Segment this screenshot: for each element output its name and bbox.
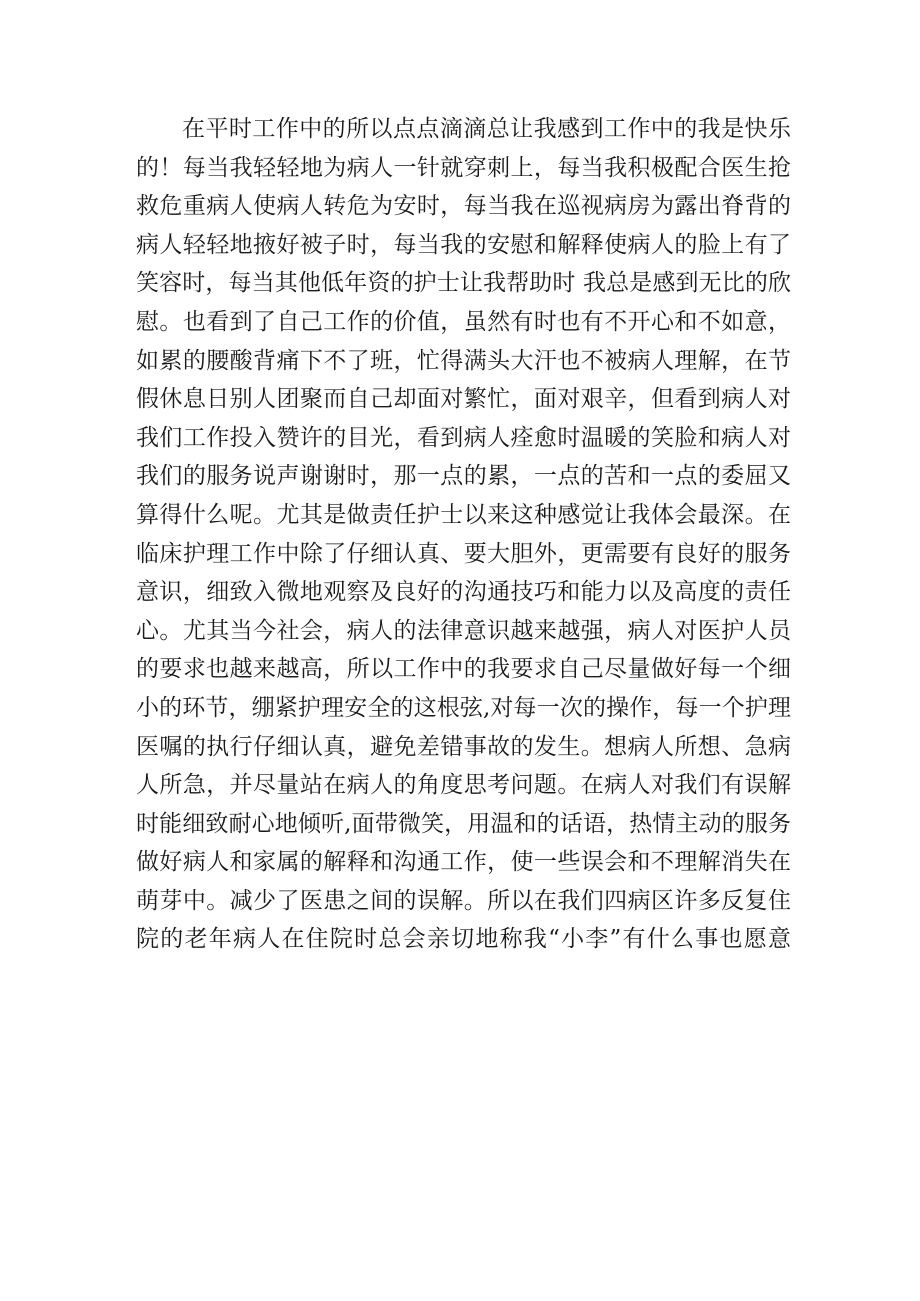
paragraph-line: 假休息日别人团聚而自己却面对繁忙，面对艰辛，但看到病人对 <box>136 386 791 413</box>
paragraph-line: 算得什么呢。尤其是做责任护士以来这种感觉让我体会最深。在 <box>136 501 791 528</box>
paragraph-line: 医嘱的执行仔细认真，避免差错事故的发生。想病人所想、急病 <box>136 733 791 760</box>
paragraph-line: 我们的服务说声谢谢时，那一点的累，一点的苦和一点的委屈又 <box>136 463 791 490</box>
paragraph-line: 病人轻轻地掖好被子时，每当我的安慰和解释使病人的脸上有了 <box>136 231 791 258</box>
paragraph-line: 人所急，并尽量站在病人的角度思考问题。在病人对我们有误解 <box>136 772 791 799</box>
body-paragraph <box>136 110 791 959</box>
paragraph-line: 救危重病人使病人转危为安时，每当我在巡视病房为露出脊背的 <box>136 193 791 220</box>
paragraph-line: 如累的腰酸背痛下不了班，忙得满头大汗也不被病人理解，在节 <box>136 347 791 374</box>
paragraph-line: 时能细致耐心地倾听,面带微笑，用温和的话语，热情主动的服务 <box>136 810 791 837</box>
paragraph-line: 的！每当我轻轻地为病人一针就穿刺上，每当我积极配合医生抢 <box>136 154 791 181</box>
paragraph-line: 心。尤其当今社会，病人的法律意识越来越强，病人对医护人员 <box>136 617 791 644</box>
paragraph-line: 在平时工作中的所以点点滴滴总让我感到工作中的我是快乐 <box>182 116 791 142</box>
paragraph-line: 的要求也越来越高，所以工作中的我要求自己尽量做好每一个细 <box>136 656 791 683</box>
paragraph-line: 笑容时，每当其他低年资的护士让我帮助时 我总是感到无比的欣 <box>136 270 791 297</box>
paragraph-line: 小的环节，绷紧护理安全的这根弦,对每一次的操作，每一个护理 <box>136 694 791 721</box>
paragraph-line: 萌芽中。减少了医患之间的误解。所以在我们四病区许多反复住 <box>136 887 791 914</box>
paragraph-line: 慰。也看到了自己工作的价值，虽然有时也有不开心和不如意， <box>136 308 791 335</box>
paragraph-line: 意识，细致入微地观察及良好的沟通技巧和能力以及高度的责任 <box>136 579 791 606</box>
paragraph-line: 做好病人和家属的解释和沟通工作，使一些误会和不理解消失在 <box>136 849 791 876</box>
paragraph-line: 我们工作投入赞许的目光，看到病人痊愈时温暖的笑脸和病人对 <box>136 424 791 451</box>
paragraph-line: 临床护理工作中除了仔细认真、要大胆外，更需要有良好的服务 <box>136 540 791 567</box>
paragraph-line: 院的老年病人在住院时总会亲切地称我“小李”有什么事也愿意 <box>136 926 791 953</box>
